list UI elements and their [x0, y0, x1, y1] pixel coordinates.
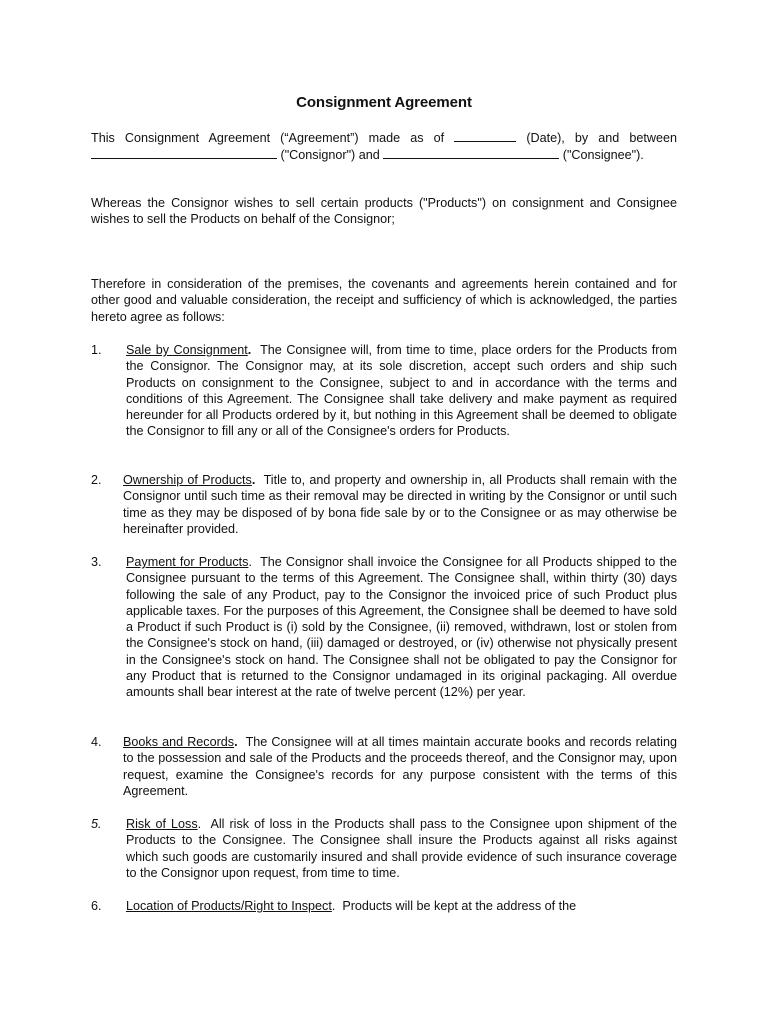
clause-number: 6.	[91, 899, 102, 913]
clause-6	[91, 898, 677, 914]
clause-body: Risk of Loss. All risk of loss in the Products shall pass to the Consignee upon shipment of the Products to the Consignee. The Consignee shall insure the Products against all risks against which such goods are customarily insured and shall provide evidence of such insurance coverage to the Consignor upon request, from time to time.	[126, 817, 678, 880]
clause-5	[91, 816, 677, 881]
clause-body: Location of Products/Right to Inspect. Products will be kept at the address of the	[126, 899, 577, 913]
clause-number: 2.	[91, 473, 102, 487]
clause-3	[91, 554, 677, 701]
clause-text: The Consignee will at all times maintain accurate books and records relating to the possession and sale of the Products and the proceeds thereof, and the Consignor may, upon request, examine the Consignee's records for any purpose consistent with the terms of this Agreement.	[123, 735, 677, 798]
date-blank[interactable]	[454, 129, 516, 142]
clause-body: Ownership of Products. Title to, and property and ownership in, all Products shall remain with the Consignor until such time as their removal may be directed in writing by the Consignor or until such time as they may be disposed of by bona fide sale by or to the Consignee or as may otherwise be hereinafter provided.	[123, 473, 678, 536]
document-title: Consignment Agreement	[296, 94, 472, 111]
clause-text: The Consignee will, from time to time, place orders for the Products from the Consignor. The Consignor may, at its sole discretion, accept such orders and ship such Products on consignment to the Consignee, subject to and in accordance with the terms and conditions of this Agreement. The Consignee shall take delivery and make payment as required hereunder for all Products ordered by it, but nothing in this Agreement shall be deemed to obligate the Consignor to fill any or all of the Consignee's orders for Products.	[126, 343, 677, 439]
clause-number: 1.	[91, 343, 102, 357]
clause-heading: Books and Records	[123, 735, 235, 749]
clause-heading: Sale by Consignment	[126, 343, 248, 357]
intro-text-1: This Consignment Agreement (“Agreement”) made as of	[91, 131, 445, 145]
clause-body: Payment for Products. The Consignor shall invoice the Consignee for all Products shipped to the Consignee pursuant to the terms of this Agreement. The Consignee shall, within thirty (30) days following the sale of any Product, pay to the Consignor the invoiced price of such Product plus applicable taxes. For the purposes of this Agreement, the Consignee shall be deemed to have sold a Product if such Product is (i) sold by the Consignee, (ii) removed, withdrawn, lost or stolen from the Consignee's stock on hand, (iii) damaged or destroyed, or (iv) otherwise not physically present in the Consignee's stock on hand. The Consignee shall not be obligated to pay the Consignor for any Product that is returned to the Consignor undamaged in its original packaging. All overdue amounts shall bear interest at the rate of twelve percent (12%) per year.	[126, 555, 677, 700]
clause-heading: Location of Products/Right to Inspect	[126, 899, 332, 913]
clause-text: Products will be kept at the address of the	[342, 899, 577, 913]
clause-body: Sale by Consignment. The Consignee will, from time to time, place orders for the Products from the Consignor. The Consignor may, at its sole discretion, accept such orders and ship such Products on consignment to the Consignee, subject to and in accordance with the terms and conditions of this Agreement. The Consignee shall take delivery and make payment as required hereunder for all Products ordered by it, but nothing in this Agreement shall be deemed to obligate the Consignor to fill any or all of the Consignee's orders for Products.	[126, 343, 677, 439]
intro-text-3: ("Consignor") and	[280, 148, 380, 163]
clause-4	[91, 734, 677, 799]
consignee-blank[interactable]	[383, 146, 559, 159]
intro-paragraph	[91, 129, 677, 164]
clause-body: Books and Records. The Consignee will at all times maintain accurate books and records relating to the possession and sale of the Products and the proceeds thereof, and the Consignor may, upon request, examine the Consignee's records for any purpose consistent with the terms of this Agreement.	[123, 735, 677, 798]
clause-number: 4.	[91, 735, 102, 749]
therefore-paragraph: Therefore in consideration of the premises, the covenants and agreements herein contained and for other good and valuable consideration, the receipt and sufficiency of which is acknowledged, the parties hereto agree as follows:	[91, 277, 677, 324]
clause-heading: Risk of Loss	[126, 817, 198, 831]
clause-2	[91, 472, 677, 537]
intro-text-2: (Date), by and between	[526, 131, 677, 145]
whereas-paragraph: Whereas the Consignor wishes to sell certain products ("Products") on consignment and Consignee wishes to sell the Products on behalf of the Consignor;	[91, 196, 677, 227]
clause-number: 5.	[91, 817, 102, 831]
clause-number: 3.	[91, 555, 102, 569]
clause-heading: Payment for Products	[126, 555, 249, 569]
clause-text: Title to, and property and ownership in, all Products shall remain with the Consignor until such time as their removal may be directed in writing by the Consignor or until such time as they may be disposed of by bona fide sale by or to the Consignee or as may otherwise be hereinafter provided.	[123, 473, 678, 536]
consignor-blank[interactable]	[91, 146, 277, 159]
clause-text: All risk of loss in the Products shall pass to the Consignee upon shipment of the Products to the Consignee. The Consignee shall insure the Products against all risks against which such goods are customarily insured and shall provide evidence of such insurance coverage to the Consignor upon request, from time to time.	[126, 817, 678, 880]
clause-1	[91, 342, 677, 440]
intro-text-4: ("Consignee").	[562, 148, 644, 163]
clause-text: The Consignor shall invoice the Consignee for all Products shipped to the Consignee pursuant to the terms of this Agreement. The Consignee shall, within thirty (30) days following the sale of any Product, pay to the Consignor the invoiced price of such Product plus applicable taxes. For the purposes of this Agreement, the Consignee shall be deemed to have sold a Product if such Product is (i) sold by the Consignee, (ii) removed, withdrawn, lost or stolen from the Consignee's stock on hand, (iii) damaged or destroyed, or (iv) otherwise not physically present in the Consignee's stock on hand. The Consignee shall not be obligated to pay the Consignor for any Product that is returned to the Consignor undamaged in its original packaging. All overdue amounts shall bear interest at the rate of twelve percent (12%) per year.	[126, 555, 677, 700]
clause-heading: Ownership of Products	[123, 473, 252, 487]
